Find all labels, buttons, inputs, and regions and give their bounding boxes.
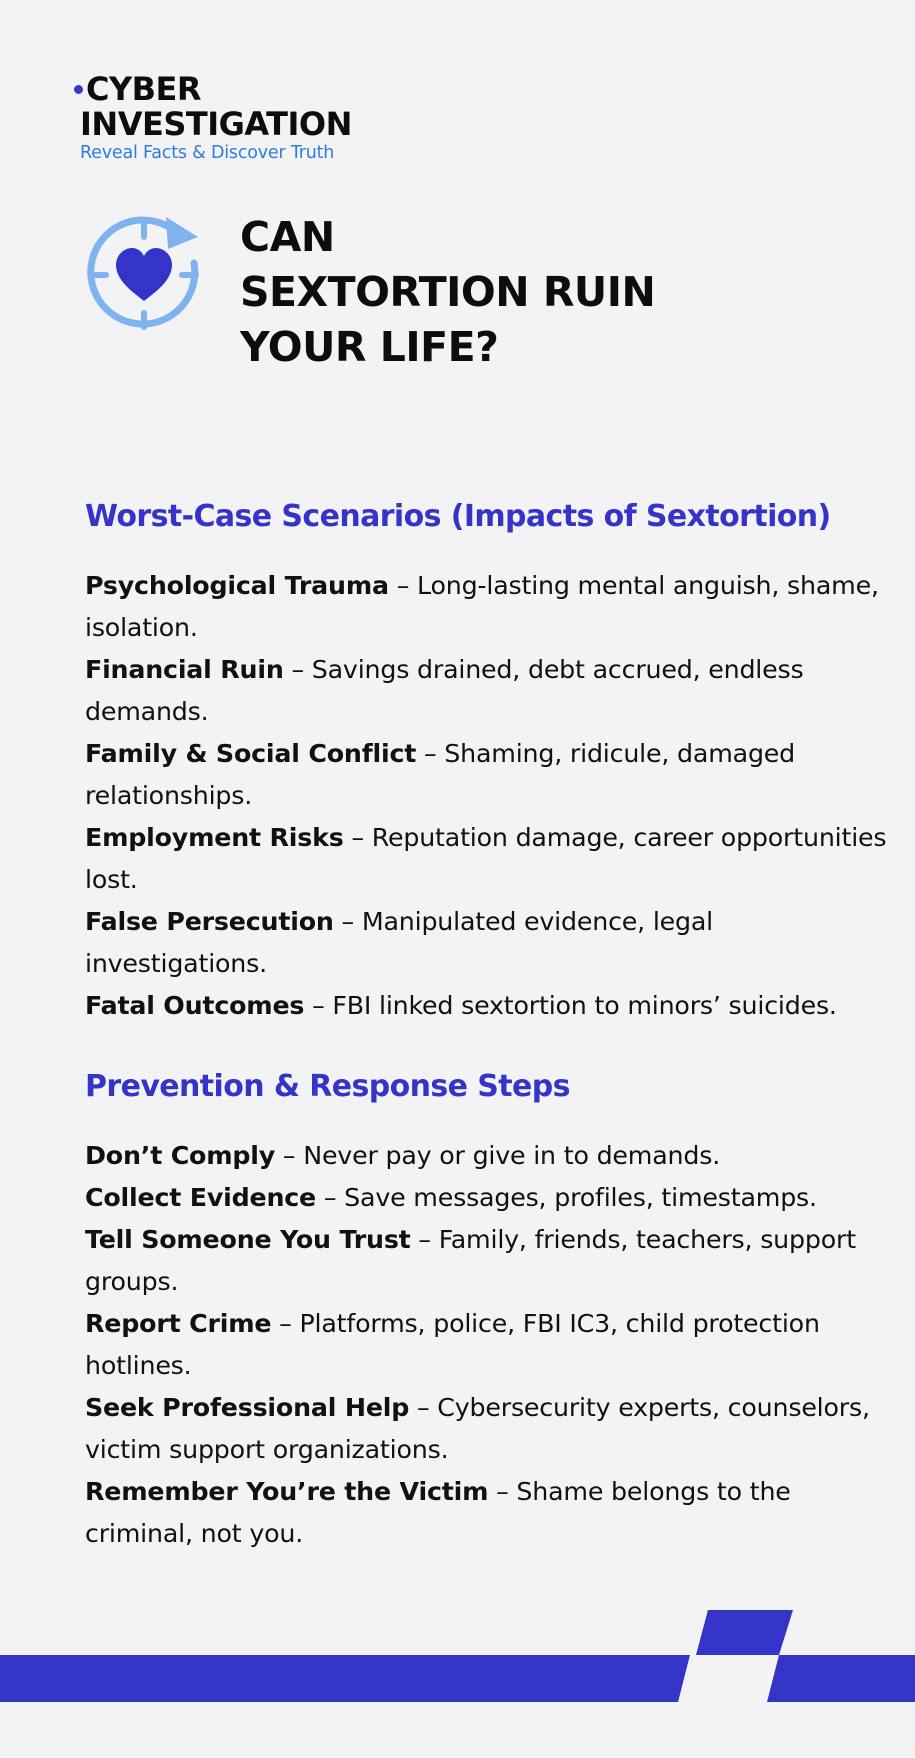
list-item (85, 817, 895, 901)
item-separator: – (409, 1393, 438, 1422)
item-text: Manipulated evidence, legal investigations. (85, 907, 713, 978)
item-text: Save messages, profiles, timestamps. (344, 1183, 817, 1212)
item-separator: – (488, 1477, 517, 1506)
item-text: Long-lasting mental anguish, shame, isolation. (85, 571, 879, 642)
item-title: Remember You’re the Victim (85, 1477, 489, 1506)
worst-case-section (85, 497, 895, 1027)
list-item (85, 985, 895, 1027)
list-item (85, 565, 895, 649)
title-line: CAN (240, 213, 335, 261)
item-text: Shame belongs to the criminal, not you. (85, 1477, 791, 1548)
item-separator: – (410, 1225, 439, 1254)
item-separator: – (271, 1309, 300, 1338)
item-separator: – (275, 1141, 304, 1170)
item-separator: – (416, 739, 445, 768)
list-item (85, 1219, 895, 1303)
item-separator: – (333, 907, 362, 936)
item-separator: – (343, 823, 372, 852)
item-title: Don’t Comply (85, 1141, 276, 1170)
item-title: Psychological Trauma (85, 571, 389, 600)
list-item (85, 1177, 895, 1219)
item-text: Reputation damage, career opportunities lost. (85, 823, 887, 894)
list-item (85, 733, 895, 817)
list-item (85, 1135, 895, 1177)
footer-decorative-bar (0, 1655, 915, 1702)
heart-target-icon (84, 215, 204, 335)
item-title: Report Crime (85, 1309, 272, 1338)
item-title: Financial Ruin (85, 655, 284, 684)
item-text: Platforms, police, FBI IC3, child protection hotlines. (85, 1309, 820, 1380)
title-line: YOUR LIFE? (240, 323, 499, 371)
item-title: Tell Someone You Trust (85, 1225, 411, 1254)
item-separator: – (316, 1183, 345, 1212)
title-line: SEXTORTION RUIN (240, 268, 656, 316)
section-heading: Prevention & Response Steps (85, 1069, 570, 1104)
prevention-list (85, 1135, 895, 1555)
logo-tagline: Reveal Facts & Discover Truth (80, 143, 335, 163)
logo-dot (74, 85, 83, 94)
item-separator: – (283, 655, 312, 684)
item-title: Seek Professional Help (85, 1393, 410, 1422)
worst-case-list (85, 565, 895, 1027)
item-title: Collect Evidence (85, 1183, 317, 1212)
item-text: Cybersecurity experts, counselors, victim support organizations. (85, 1393, 870, 1464)
item-text: Shaming, ridicule, damaged relationships. (85, 739, 796, 810)
list-item (85, 1303, 895, 1387)
list-item (85, 1471, 895, 1555)
item-text: Never pay or give in to demands. (303, 1141, 721, 1170)
list-item (85, 901, 895, 985)
item-title: Employment Risks (85, 823, 344, 852)
item-title: False Persecution (85, 907, 334, 936)
item-title: Family & Social Conflict (85, 739, 417, 768)
item-separator: – (304, 991, 333, 1020)
section-heading: Worst-Case Scenarios (Impacts of Sextortion) (85, 499, 831, 534)
prevention-section (85, 1067, 895, 1555)
item-separator: – (388, 571, 418, 600)
list-item (85, 649, 895, 733)
item-title: Fatal Outcomes (85, 991, 305, 1020)
brand-logo (80, 72, 352, 164)
item-text: Savings drained, debt accrued, endless demands. (85, 655, 804, 726)
logo-line1: CYBER (86, 70, 202, 108)
list-item (85, 1387, 895, 1471)
item-text: Family, friends, teachers, support groups. (85, 1225, 856, 1296)
item-text: FBI linked sextortion to minors’ suicides. (332, 991, 837, 1020)
page-title (240, 210, 800, 375)
logo-line2: INVESTIGATION (80, 105, 352, 143)
